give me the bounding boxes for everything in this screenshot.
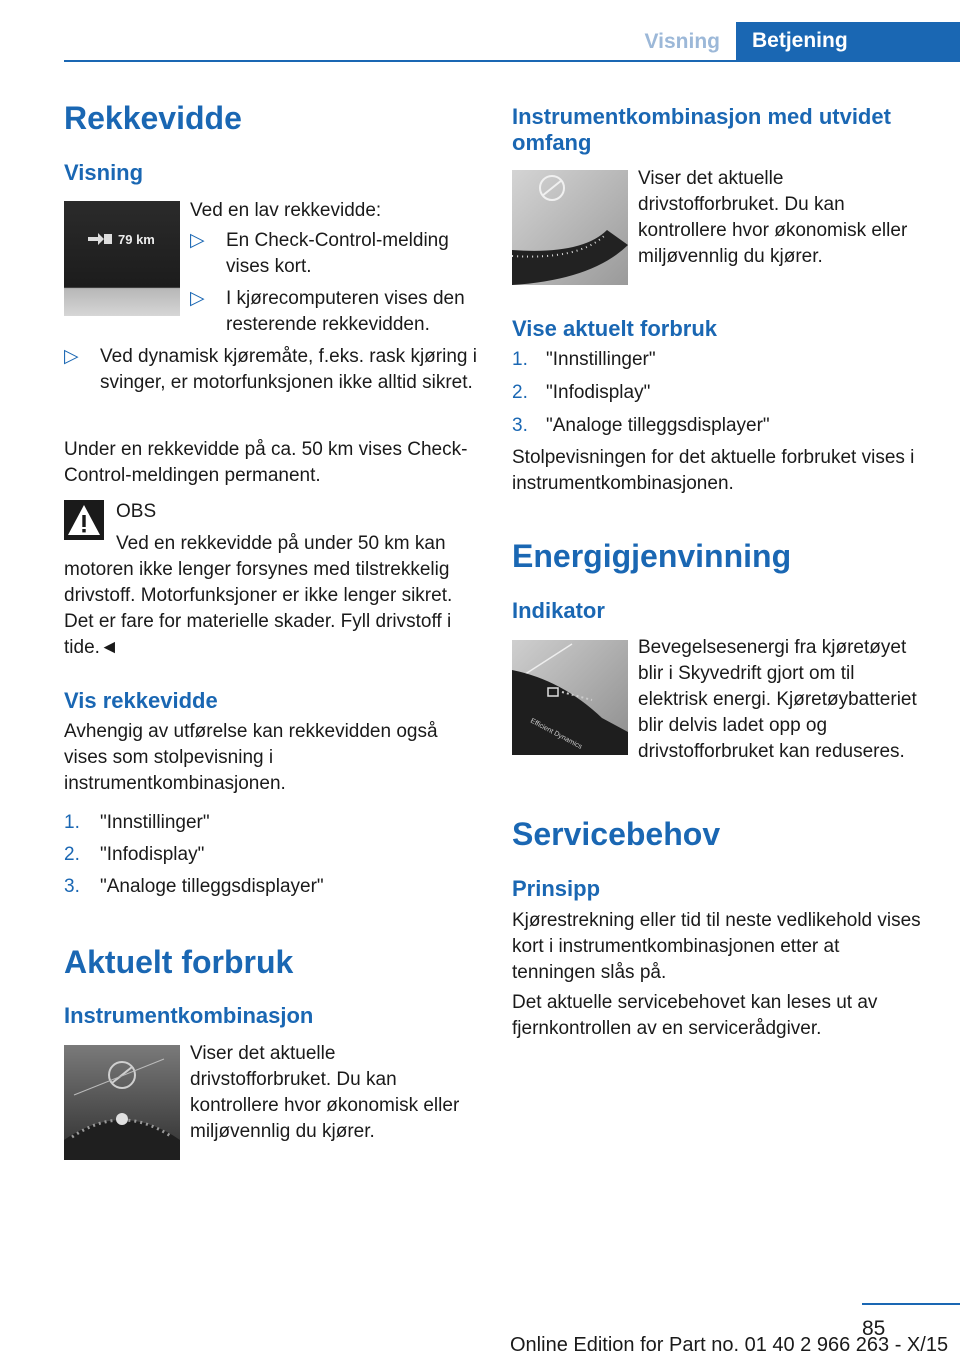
- page-number: 85: [862, 1317, 886, 1340]
- service-text: Det aktuelle servicebehovet kan leses ut av fjernkontrollen av en servicerådgiver.: [512, 992, 878, 1039]
- triangle-bullet-icon: ▷: [64, 346, 79, 367]
- display-intro: Ved en lav rekkevidde:: [190, 200, 382, 221]
- cluster-text: Viser det aktuelle drivstofforbruket. Du kan kontrollere hvor økonomisk eller miljøvennlig du kjører.: [190, 1043, 460, 1142]
- permanent-text: Under en rekkevidde på ca. 50 km vises Check-Control-meldingen permanent.: [64, 439, 468, 486]
- heading-rekkevidde: Rekkevidde: [64, 100, 242, 136]
- triangle-bullet-icon: ▷: [190, 230, 205, 251]
- heading-aktuelt-forbruk: Aktuelt forbruk: [64, 944, 294, 980]
- bar-text: Stolpevisningen for det aktuelle forbruket vises i instrumentkombinasjonen.: [512, 447, 915, 494]
- heading-instrumentkombinasjon: Instrumentkombinasjon: [64, 1003, 314, 1028]
- triangle-bullet-icon: ▷: [190, 288, 205, 309]
- heading-indikator: Indikator: [512, 598, 605, 623]
- range-value: 79 km: [118, 232, 155, 247]
- heading-energigjenvinning: Energigjenvinning: [512, 538, 792, 574]
- extended-gauge-image: [512, 170, 628, 285]
- extended-text: Viser det aktuelle drivstofforbruket. Du kan kontrollere hvor økonomisk eller miljøvennlig du kjører.: [638, 168, 908, 267]
- efficient-dynamics-image: [512, 640, 628, 755]
- tab-visning[interactable]: Visning: [644, 30, 720, 53]
- edition-text: Online Edition for Part no. 01 40 2 966 263 - X/15: [510, 1334, 949, 1356]
- cluster-gauge-image: [64, 1045, 180, 1160]
- principle-text: Kjørestrekning eller tid til neste vedlikehold vises kort i instrumentkombinasjonen etter at tenningen slås på.: [512, 910, 921, 983]
- page-header: [0, 0, 960, 62]
- heading-utvidet-omfang: Instrumentkombinasjon med utvidet omfang: [512, 104, 891, 155]
- efficient-dynamics-label: Efficient Dynamics: [529, 717, 584, 751]
- heading-prinsipp: Prinsipp: [512, 876, 601, 901]
- footer-rule: [862, 1303, 960, 1305]
- show-range-text: Avhengig av utførelse kan rekkevidden også vises som stolpevisning i instrumentkombinasjonen.: [64, 721, 438, 794]
- obs-title: OBS: [116, 501, 157, 522]
- tab-betjening[interactable]: Betjening: [736, 22, 960, 60]
- header-rule: [64, 60, 960, 62]
- heading-servicebehov: Servicebehov: [512, 816, 721, 852]
- obs-text: Ved en rekkevidde på under 50 km kan motoren ikke lenger forsynes med tilstrekkelig drivstoff. Motorfunksjoner er ikke lenger sikret. Det er fare for materielle skader. Fyll drivstoff i tide.◄: [64, 533, 453, 658]
- range-display-image: [64, 201, 180, 316]
- heading-vis-rekkevidde: Vis rekkevidde: [64, 688, 218, 713]
- indicator-text: Bevegelsesenergi fra kjøretøyet blir i Skyvedrift gjort om til elektrisk energi. Kjøretøybatteriet blir delvis ladet opp og drivstofforbruket kan reduseres.: [638, 637, 917, 762]
- heading-visning: Visning: [64, 160, 144, 185]
- heading-vise-aktuelt-forbruk: Vise aktuelt forbruk: [512, 316, 717, 341]
